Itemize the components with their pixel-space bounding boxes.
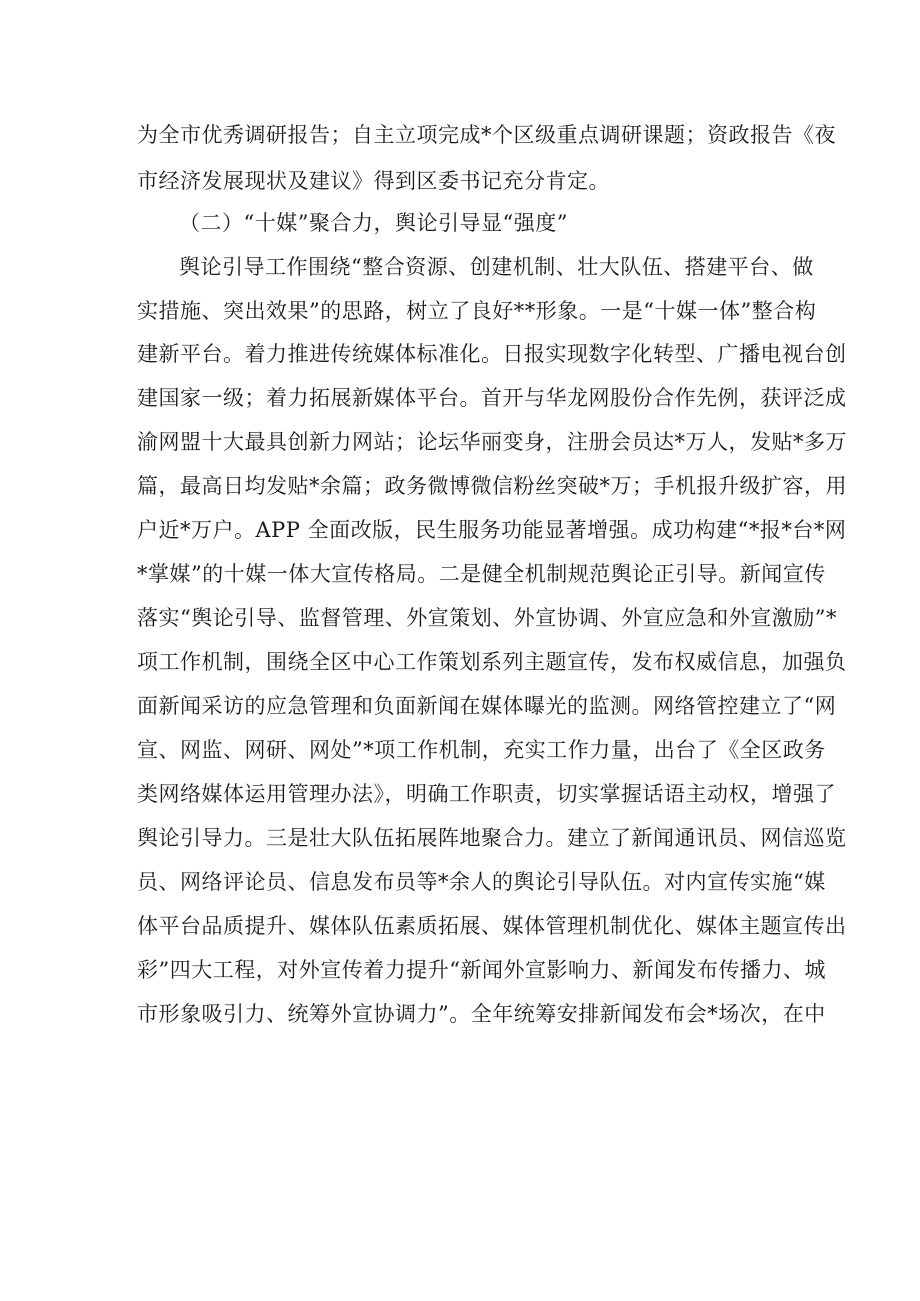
body-line-17: 彩”四大工程，对外宣传着力提升“新闻外宣影响力、新闻发布传播力、城 — [137, 958, 826, 982]
body-line-18: 市形象吸引力、统筹外宣协调力”。全年统筹安排新闻发布会*场次，在中 — [137, 1002, 826, 1026]
body-line-4: 建国家一级；着力拓展新媒体平台。首开与华龙网股份合作先例，获评泛成 — [137, 386, 847, 410]
body-line-9: 落实“舆论引导、监督管理、外宣策划、外宣协调、外宣应急和外宣激励”* — [137, 606, 837, 630]
body-line-5: 渝网盟十大最具创新力网站；论坛华丽变身，注册会员达*万人，发贴*多万 — [137, 430, 847, 454]
body-line-8: *掌媒”的十媒一体大宣传格局。二是健全机制规范舆论正引导。新闻宣传 — [137, 562, 826, 586]
body-line-14: 舆论引导力。三是壮大队伍拓展阵地聚合力。建立了新闻通讯员、网信巡览 — [137, 826, 847, 850]
body-line-1: 舆论引导工作围绕“整合资源、创建机制、壮大队伍、搭建平台、做 — [179, 255, 814, 279]
body-line-6: 篇，最高日均发贴*余篇；政务微博微信粉丝突破*万；手机报升级扩容，用 — [137, 474, 847, 498]
intro-line-2: 市经济发展现状及建议》得到区委书记充分肯定。 — [137, 169, 610, 193]
section-heading: （二）“十媒”聚合力，舆论引导显“强度” — [179, 211, 568, 235]
body-line-2: 实措施、突出效果”的思路，树立了良好**形象。一是“十媒一体”整合构 — [137, 299, 817, 323]
body-line-15: 员、网络评论员、信息发布员等*余人的舆论引导队伍。对内宣传实施“媒 — [137, 870, 826, 894]
intro-line-1: 为全市优秀调研报告；自主立项完成*个区级重点调研课题；资政报告《夜 — [137, 123, 836, 147]
body-line-16: 体平台品质提升、媒体队伍素质拓展、媒体管理机制优化、媒体主题宣传出 — [137, 914, 847, 938]
body-line-12: 宣、网监、网研、网处”*项工作机制，充实工作力量，出台了《全区政务 — [137, 738, 826, 762]
body-line-10: 项工作机制，围绕全区中心工作策划系列主题宣传，发布权威信息，加强负 — [137, 650, 847, 674]
body-line-13: 类网络媒体运用管理办法》，明确工作职责，切实掌握话语主动权，增强了 — [137, 782, 836, 806]
body-line-11: 面新闻采访的应急管理和负面新闻在媒体曝光的监测。网络管控建立了“网 — [137, 694, 837, 718]
body-line-3: 建新平台。着力推进传统媒体标准化。日报实现数字化转型、广播电视台创 — [137, 342, 847, 366]
body-line-7: 户近*万户。APP 全面改版，民生服务功能显著增强。成功构建“*报*台*网 — [137, 518, 847, 542]
